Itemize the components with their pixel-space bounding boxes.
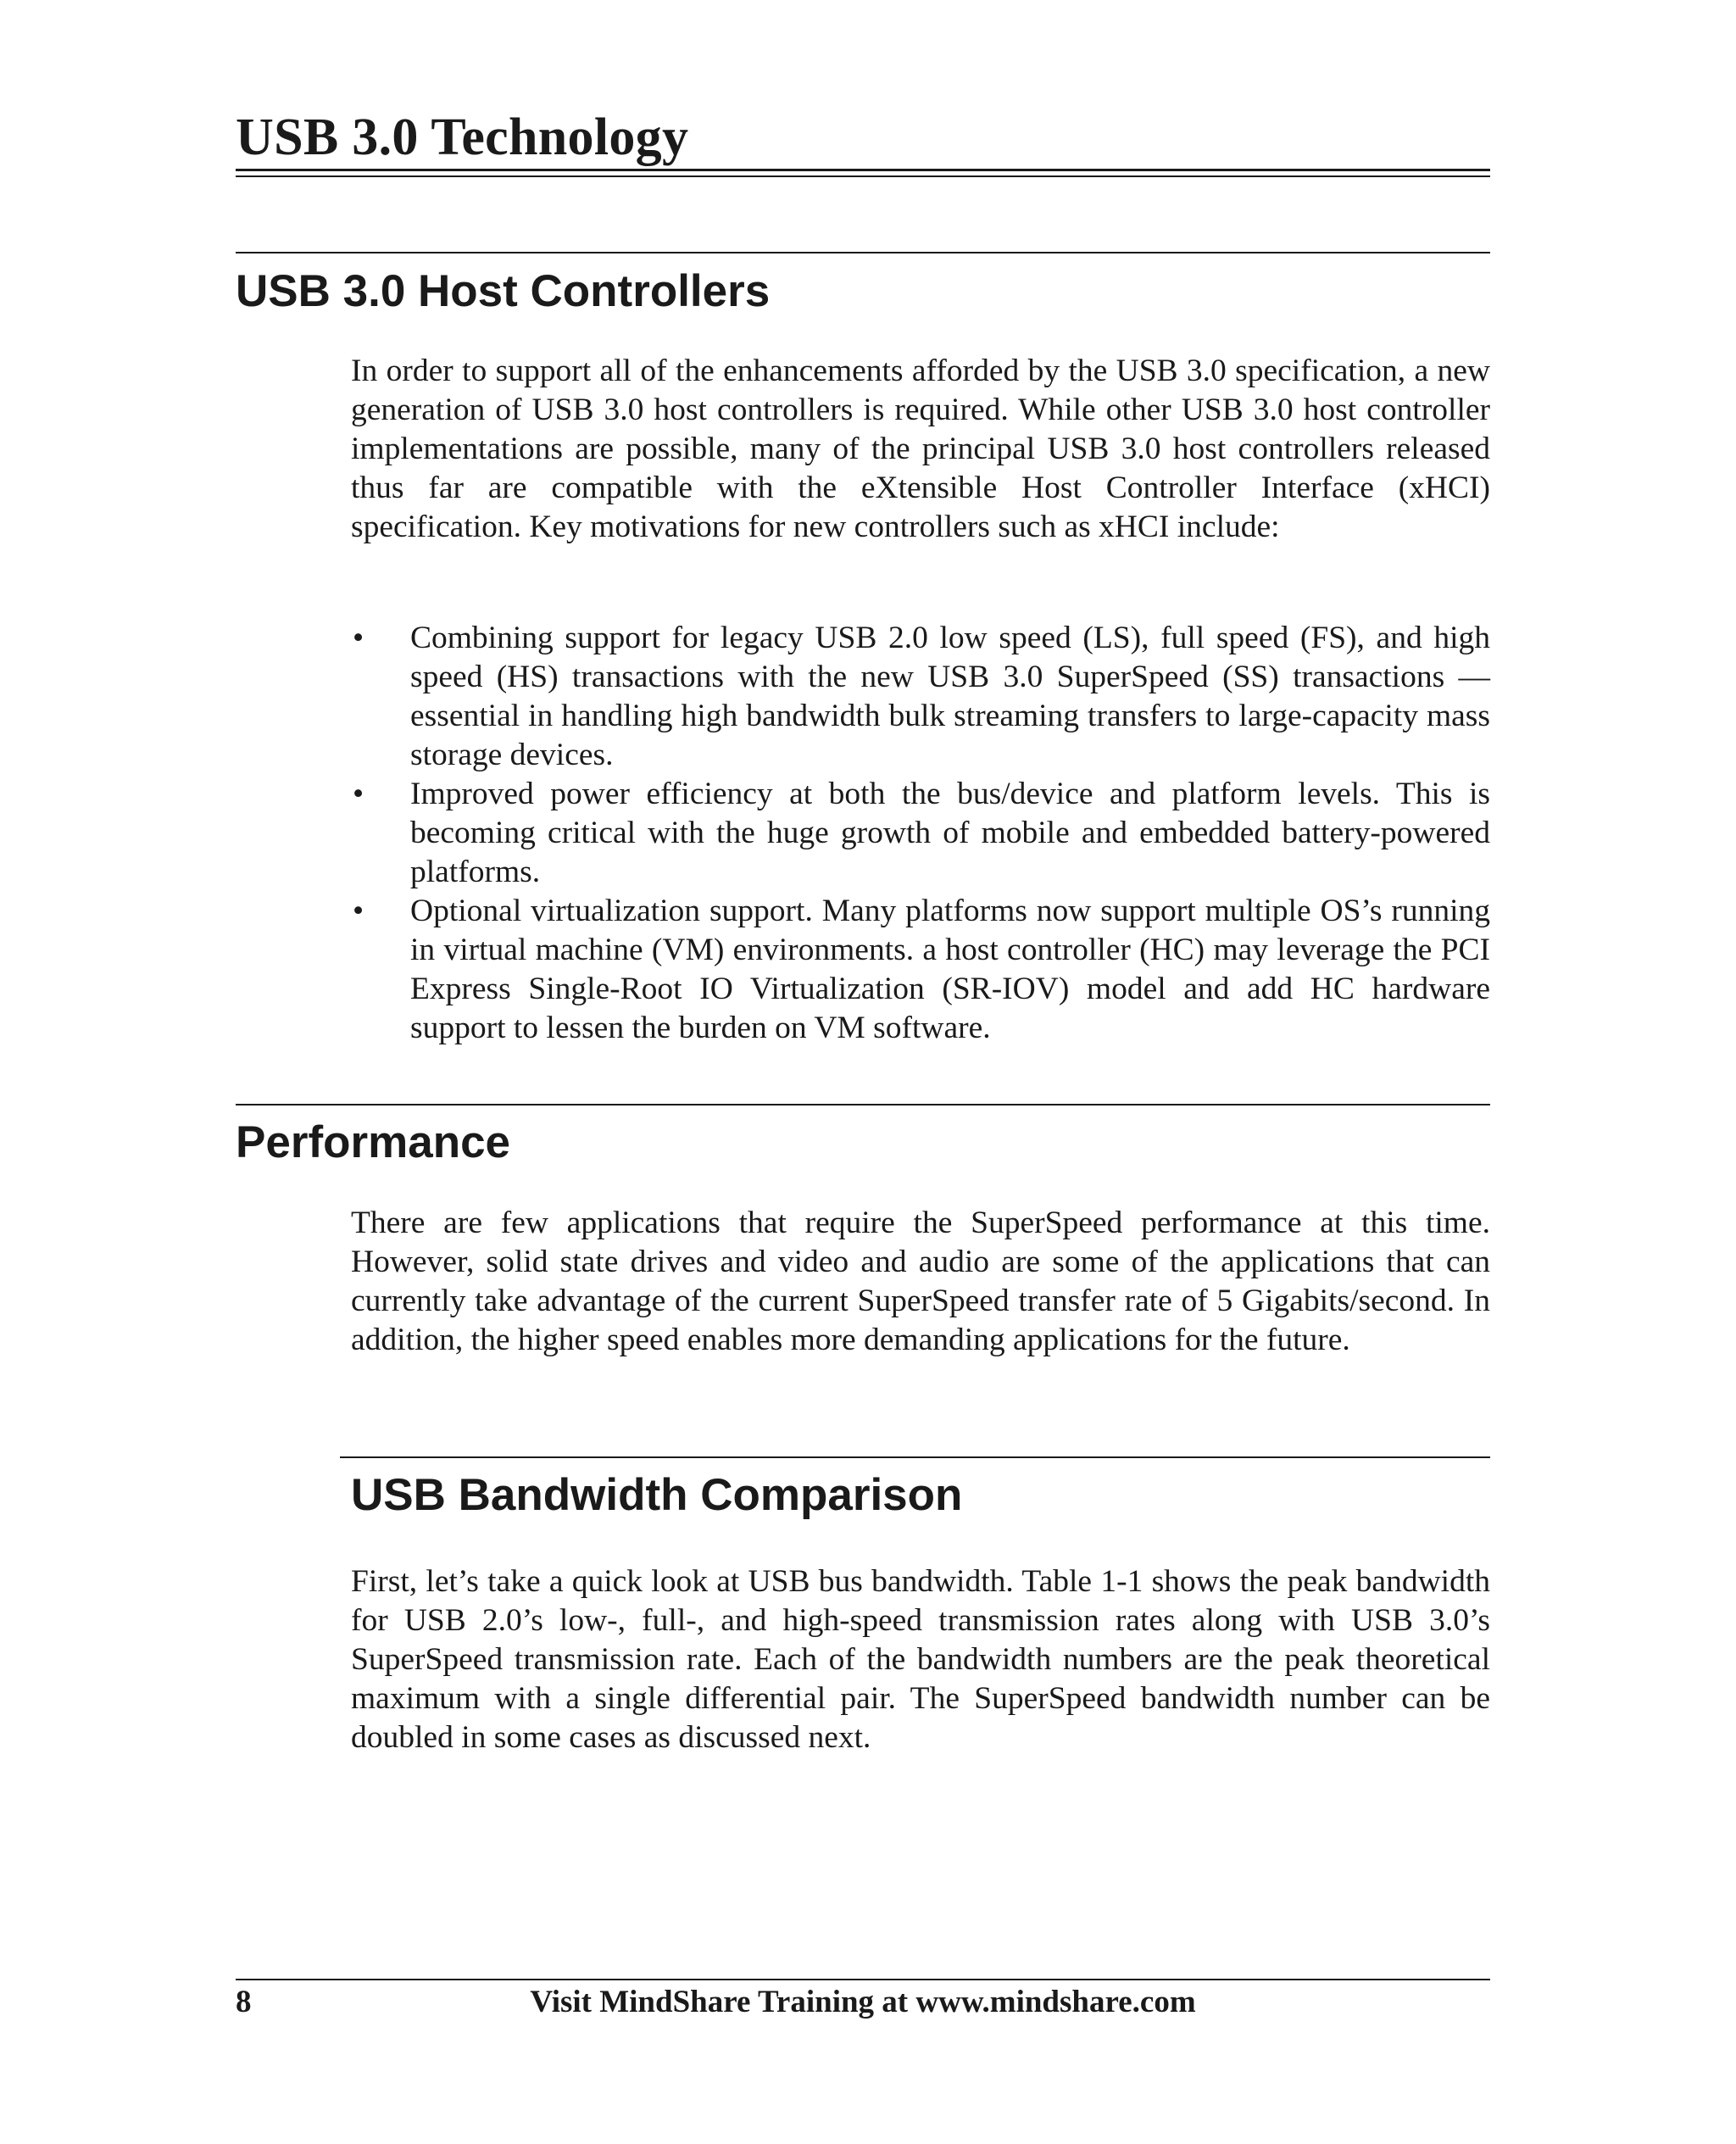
list-item <box>351 892 1490 1048</box>
running-title: USB 3.0 Technology <box>236 109 689 166</box>
bullet-text: Combining support for legacy USB 2.0 low speed (LS), full speed (FS), and high speed (HS) transactions with the new USB 3.0 SuperSpeed (SS) transactions — essential in handling high bandwidth bulk streaming transfers to large-capacity mass storage devices. <box>410 621 1490 772</box>
list-item <box>351 619 1490 775</box>
footer-rule <box>236 1979 1490 1980</box>
bullet-icon: • <box>353 894 364 928</box>
title-rule-thick <box>236 169 1490 171</box>
footer-text: Visit MindShare Training at www.mindshare.com <box>530 1985 1196 2019</box>
section-rule-host-controllers <box>236 252 1490 253</box>
bullet-icon: • <box>353 777 364 811</box>
bullet-text: Optional virtualization support. Many platforms now support multiple OS’s running in virtual machine (VM) environments. a host controller (HC) may leverage the PCI Express Single-Root IO Virtualization (SR-IOV) model and add HC hardware support to lessen the burden on VM software. <box>410 894 1490 1045</box>
section-heading-host-controllers: USB 3.0 Host Controllers <box>236 266 771 316</box>
list-item <box>351 775 1490 892</box>
section-heading-performance: Performance <box>236 1117 511 1167</box>
performance-paragraph: There are few applications that require the SuperSpeed performance at this time. However, solid state drives and video and audio are some of the applications that can currently take advantage of the current SuperSpeed transfer rate of 5 Gigabits/second. In addition, the higher speed enables more demanding applications for the future. <box>351 1206 1490 1357</box>
bullet-icon: • <box>353 621 364 655</box>
bullet-text: Improved power efficiency at both the bus/device and platform levels. This is becoming critical with the huge growth of mobile and embedded battery-powered platforms. <box>410 777 1490 889</box>
host-controllers-bullet-list <box>351 619 1490 1048</box>
page-number: 8 <box>236 1985 252 2019</box>
title-rule-thin <box>236 175 1490 177</box>
bandwidth-comparison-paragraph: First, let’s take a quick look at USB bus bandwidth. Table 1-1 shows the peak bandwidth for USB 2.0’s low-, full-, and high-speed transmission rates along with USB 3.0’s SuperSpeed transmission rate. Each of the bandwidth numbers are the peak theoretical maximum with a single differential pair. The SuperSpeed bandwidth number can be doubled in some cases as discussed next. <box>351 1564 1490 1755</box>
section-rule-bandwidth-comparison <box>340 1456 1490 1458</box>
section-heading-bandwidth-comparison: USB Bandwidth Comparison <box>351 1470 963 1520</box>
section-rule-performance <box>236 1104 1490 1105</box>
host-controllers-intro-paragraph: In order to support all of the enhancements afforded by the USB 3.0 specification, a new generation of USB 3.0 host controllers is required. While other USB 3.0 host controller implementations are possible, many of the principal USB 3.0 host controllers released thus far are compatible with the eXtensible Host Controller Interface (xHCI) specification. Key motivations for new controllers such as xHCI include: <box>351 354 1490 544</box>
